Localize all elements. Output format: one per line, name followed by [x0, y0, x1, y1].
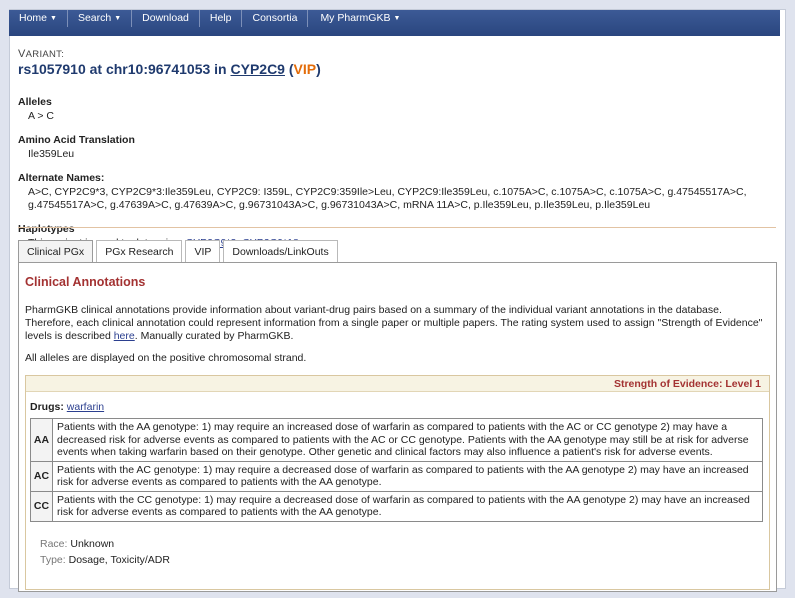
- tab-vip[interactable]: VIP: [185, 240, 220, 262]
- type-row: [40, 552, 769, 568]
- race-row: [40, 536, 769, 552]
- nav-home[interactable]: [9, 10, 68, 27]
- table-row: [31, 419, 763, 462]
- clinical-intro: [25, 304, 770, 343]
- variant-label-rest: ARIANT:: [25, 49, 65, 60]
- alternate-names-value: A>C, CYP2C9*3, CYP2C9*3:Ile359Leu, CYP2C9: I359L, CYP2C9:359Ile>Leu, CYP2C9:Ile359Leu, c.1075A>C, c.1075A>C, c.1075A>C, g.47545517A>C, g.47545517A>C, g.47639A>C, g.47639A>C, g.96731043A>C, g.96731043A>C, mRNA 11A>C, p.Ile359Leu, p.Ile359Leu, p.Ile359Leu: [28, 186, 747, 211]
- nav-my-pharmgkb-label: My PharmGKB: [320, 12, 391, 24]
- annotation-meta: [40, 536, 769, 568]
- nav-consortia[interactable]: [242, 10, 308, 27]
- tab-panel-clinical-pgx: [18, 262, 777, 592]
- intro-text: PharmGKB clinical annotations provide information about variant-drug pairs based on a summary of the individual variant annotations in the database. Therefore, each clinical annotation could represent information from a single paper or multiple papers. The rating system used to assign "Strength of Evidence" levels is described: [25, 304, 763, 342]
- table-row: [31, 491, 763, 521]
- nav-help-label: Help: [209, 12, 232, 24]
- table-row: [31, 461, 763, 491]
- tab-clinical-pgx[interactable]: Clinical PGx: [18, 240, 93, 262]
- genotype-description: Patients with the AA genotype: 1) may require an increased dose of warfarin as compared to patients with the AC or CC genotype 2) may have a decreased risk for adverse events as compared to patients with the AC or CC genotype. Patients with the AA genotype may still be at risk for adverse events when taking warfarin based on their genotype. Other genetic and clinical factors may also influence a patient's risk for adverse events.: [53, 419, 763, 462]
- nav-consortia-label: Consortia: [252, 12, 298, 24]
- genotype-cell: AC: [31, 461, 53, 491]
- type-value: Dosage, Toxicity/ADR: [68, 553, 170, 566]
- gene-link[interactable]: CYP2C9: [230, 61, 285, 77]
- clinical-annotations-title: Clinical Annotations: [25, 275, 146, 289]
- alleles-value: A > C: [28, 110, 54, 122]
- genotype-description: Patients with the CC genotype: 1) may require a decreased dose of warfarin as compared to patients with the AA genotype 2) may have an increased risk for adverse events as compared to patients with the AA genotype.: [53, 491, 763, 521]
- amino-acid-heading: Amino Acid Translation: [18, 134, 135, 146]
- chevron-down-icon: ▼: [393, 15, 401, 22]
- clinical-annotation-card: [25, 375, 770, 590]
- genotype-table: [30, 418, 763, 522]
- strand-note: All alleles are displayed on the positive chromosomal strand.: [25, 352, 307, 364]
- evidence-levels-link[interactable]: here: [113, 330, 135, 342]
- drugs-row: [30, 401, 769, 413]
- type-label: Type:: [40, 553, 66, 566]
- race-label: Race:: [40, 537, 68, 550]
- chevron-down-icon: ▼: [114, 15, 122, 22]
- page-title: [18, 61, 778, 77]
- section-divider: [18, 227, 776, 228]
- genotype-cell: AA: [31, 419, 53, 462]
- amino-acid-value: Ile359Leu: [28, 148, 75, 160]
- variant-header: [18, 48, 778, 250]
- haplotypes-heading: Haplotypes: [18, 223, 75, 235]
- nav-search-label: Search: [77, 12, 112, 24]
- nav-download-label: Download: [142, 12, 189, 24]
- alternate-names-heading: Alternate Names:: [18, 172, 105, 184]
- alleles-heading: Alleles: [18, 96, 52, 108]
- chevron-down-icon: ▼: [50, 15, 57, 22]
- nav-my-pharmgkb[interactable]: [308, 10, 410, 27]
- nav-home-label: Home: [19, 12, 48, 24]
- drugs-label: Drugs:: [30, 401, 64, 413]
- drug-link-warfarin[interactable]: warfarin: [66, 401, 105, 413]
- genotype-cell: CC: [31, 491, 53, 521]
- variant-label-initial: V: [18, 48, 26, 60]
- nav-search[interactable]: [68, 10, 132, 27]
- tab-pgx-research[interactable]: PGx Research: [96, 240, 182, 262]
- title-paren-open: (: [284, 61, 294, 77]
- intro-text-end: . Manually curated by PharmGKB.: [134, 330, 294, 342]
- tab-bar: [18, 240, 341, 262]
- variant-label: [18, 48, 778, 60]
- strength-of-evidence: Strength of Evidence: Level 1: [26, 376, 769, 392]
- nav-help[interactable]: [200, 10, 243, 27]
- title-paren-close: ): [316, 61, 321, 77]
- race-value: Unknown: [70, 537, 115, 550]
- nav-download[interactable]: [132, 10, 200, 27]
- top-nav-bar: [9, 10, 780, 36]
- tab-downloads-linkouts[interactable]: Downloads/LinkOuts: [223, 240, 337, 262]
- vip-badge[interactable]: VIP: [293, 61, 317, 77]
- genotype-description: Patients with the AC genotype: 1) may require a decreased dose of warfarin as compared to patients with the AA genotype 2) may have an increased risk for adverse events as compared to patients with the AA genotype.: [53, 461, 763, 491]
- title-prefix: rs1057910 at chr10:96741053 in: [18, 61, 231, 77]
